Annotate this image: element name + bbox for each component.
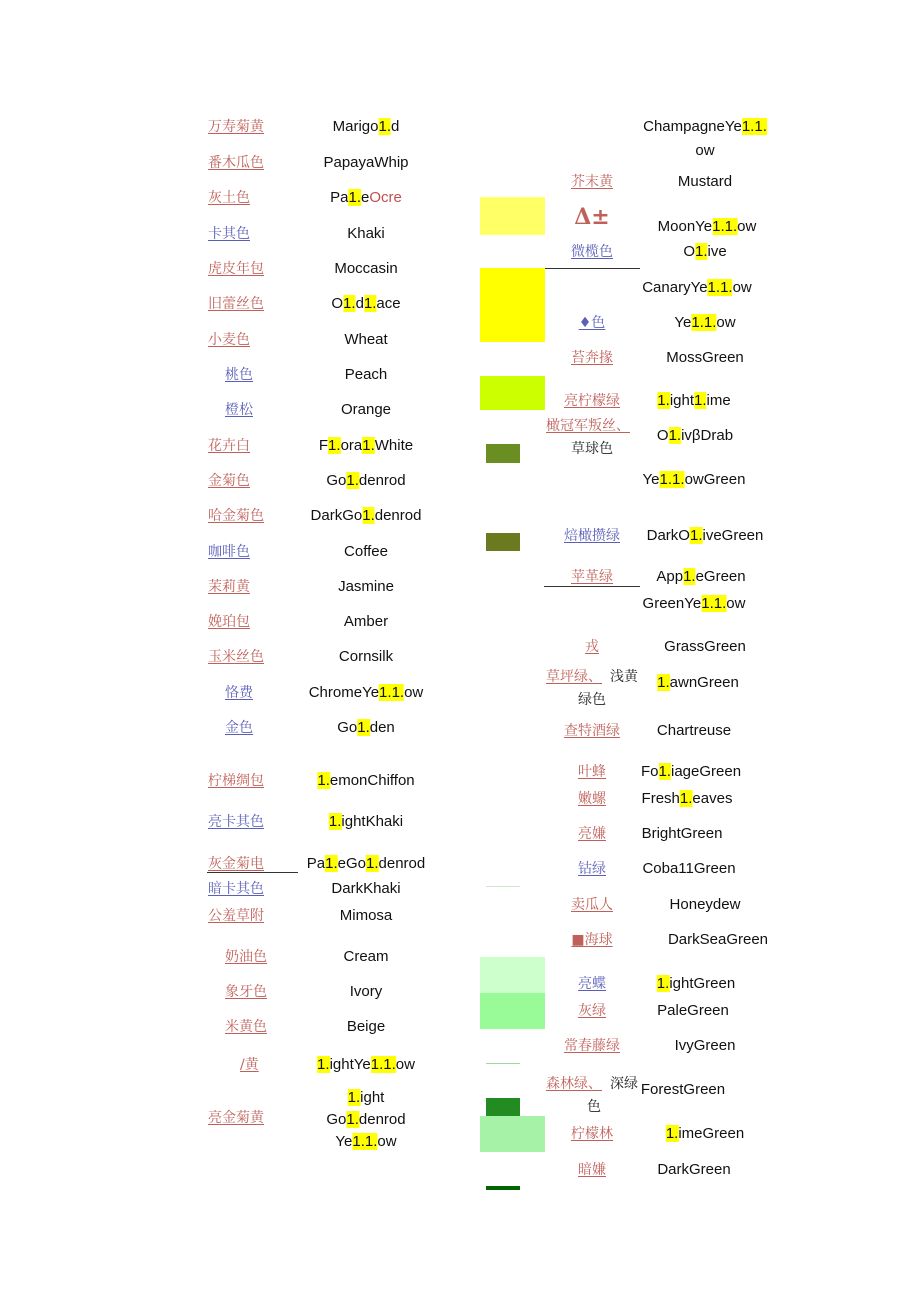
text-segment: O: [656, 427, 669, 444]
text-segment: PapayaWhip: [323, 154, 409, 171]
english-name: [326, 1111, 405, 1129]
chinese-name: 桃色: [225, 367, 253, 383]
chinese-name: 娩珀包: [208, 614, 250, 630]
text-segment: Amber: [343, 613, 389, 630]
text-segment: 1.1.: [707, 279, 733, 296]
chinese-name: 金色: [225, 720, 253, 736]
english-name: [657, 722, 731, 740]
chinese-name: 卖瓜人: [571, 897, 613, 913]
english-name: [347, 225, 385, 243]
text-segment: Fresh: [641, 790, 680, 807]
english-name: [683, 243, 726, 261]
text-segment: ChromeYe: [308, 684, 380, 701]
chinese-name: 咖啡色: [208, 544, 250, 560]
english-name: [329, 813, 403, 831]
text-segment: CanaryYe: [642, 279, 708, 296]
text-segment: IvyGreen: [674, 1037, 736, 1054]
text-segment: 1.: [657, 674, 670, 691]
text-segment: Ivory: [349, 983, 383, 1000]
chinese-name: 戎: [585, 639, 599, 655]
text-segment: Ye: [674, 314, 692, 331]
text-segment: ow: [377, 1133, 397, 1150]
text-segment: 1.1.: [659, 471, 685, 488]
text-segment: 1.: [694, 243, 708, 260]
chinese-name: 焙橄攒绿: [564, 528, 620, 544]
text-segment: Coffee: [344, 543, 388, 560]
text-segment: Ye: [642, 471, 660, 488]
english-name: [657, 1161, 730, 1179]
text-segment: Pa: [306, 855, 326, 872]
text-segment: DarkGo: [310, 507, 363, 524]
text-segment: ow: [395, 1056, 415, 1073]
chinese-name: 钴绿: [578, 861, 606, 877]
text-segment: DarkKhaki: [331, 880, 401, 897]
text-segment: Peach: [344, 366, 388, 383]
text-segment: denrod: [374, 507, 422, 524]
english-name: [348, 1089, 385, 1107]
chinese-name: 哈金菊色: [208, 508, 264, 524]
english-name: [643, 595, 746, 613]
chinese-name: 嫩螺: [578, 791, 606, 807]
english-name: [334, 260, 397, 278]
chinese-name: 花卉白: [208, 438, 250, 454]
text-segment: imeGreen: [678, 1125, 745, 1142]
divider-line: [544, 586, 640, 587]
text-segment: denrod: [378, 855, 426, 872]
chinese-name: 查特酒绿: [564, 723, 620, 739]
chinese-name: 苔奔掾: [571, 350, 613, 366]
english-name: [643, 471, 746, 489]
english-name: [343, 948, 388, 966]
text-segment: owGreen: [684, 471, 746, 488]
english-name: [337, 719, 395, 737]
text-segment: awnGreen: [669, 674, 739, 691]
english-name: [657, 975, 735, 993]
text-segment: d: [391, 118, 400, 135]
chinese-name: 恪费: [225, 685, 253, 701]
chinese-name: 暗嫌: [578, 1162, 606, 1178]
english-name: [333, 118, 400, 136]
swatch-dark-green: [486, 1186, 520, 1190]
text-segment: Mimosa: [339, 907, 393, 924]
chinese-name: 旧蕾丝色: [208, 296, 264, 312]
english-name: [323, 154, 408, 172]
text-segment: ime: [706, 392, 731, 409]
text-segment: emonChiffon: [329, 772, 415, 789]
divider-line: [207, 872, 298, 873]
text-segment: App: [656, 568, 684, 585]
swatch-lime-green-light: [480, 1116, 545, 1152]
chinese-name: 万寿菊黄: [208, 119, 264, 135]
text-segment: Wheat: [344, 331, 388, 348]
english-name: [678, 173, 732, 191]
swatch-pale-green: [480, 993, 545, 1029]
chinese-name: 森林绿、: [546, 1076, 602, 1092]
chinese-name: 亮金菊黄: [208, 1110, 264, 1126]
text-segment: Chartreuse: [656, 722, 732, 739]
chinese-name: 橙松: [225, 402, 253, 418]
text-segment: GreenYe: [642, 595, 702, 612]
text-segment: Ocre: [369, 189, 402, 206]
text-segment: ChampagneYe: [643, 118, 742, 135]
text-segment: Cornsilk: [338, 648, 394, 665]
chinese-name: 金菊色: [208, 473, 250, 489]
text-segment: 1.1.: [741, 118, 767, 135]
chinese-name: 虎皮年包: [208, 261, 264, 277]
divider-line: [486, 1063, 520, 1064]
english-name: [350, 983, 383, 1001]
text-segment: MoonYe: [657, 218, 713, 235]
text-segment: Mustard: [677, 173, 733, 190]
swatch-light-green-pale: [480, 957, 545, 993]
text-segment: 1.: [346, 1111, 359, 1128]
text-segment: 1.1.: [691, 314, 717, 331]
chinese-name: 米黄色: [225, 1019, 267, 1035]
english-name: [326, 472, 405, 490]
english-name: [657, 427, 733, 445]
text-segment: DarkSeaGreen: [667, 931, 769, 948]
chinese-name: 亮卡其色: [208, 814, 264, 830]
text-segment: 1.: [665, 1125, 679, 1142]
english-name: [666, 349, 744, 367]
english-name: [344, 613, 388, 631]
divider-line: [544, 268, 640, 269]
english-name: [309, 684, 424, 702]
text-segment: ow: [404, 684, 424, 701]
text-segment: White: [374, 437, 414, 454]
text-segment: 1.: [343, 295, 356, 312]
english-name: [345, 366, 388, 384]
chinese-name: 苹革绿: [571, 569, 613, 585]
english-name: [642, 860, 735, 878]
text-segment: eGo: [337, 855, 366, 872]
swatch-light-lime: [480, 376, 545, 410]
text-segment: ive: [707, 243, 727, 260]
text-segment: 1.: [363, 295, 377, 312]
text-segment: 1.: [317, 1056, 330, 1073]
text-segment: 1.: [689, 527, 703, 544]
chinese-name: 奶油色: [225, 949, 267, 965]
text-segment: 1.: [347, 1089, 361, 1106]
text-segment: 1.: [317, 772, 330, 789]
chinese-name: 柠檬林: [571, 1126, 613, 1142]
chinese-name: 番木瓜色: [208, 155, 264, 171]
text-segment: 1.1.: [701, 595, 727, 612]
text-segment: Pa: [330, 189, 349, 206]
chinese-name: Δ±: [574, 204, 610, 230]
text-segment: 1.: [683, 568, 696, 585]
text-segment: ightGreen: [669, 975, 736, 992]
chinese-name: 公羞草附: [208, 908, 264, 924]
text-segment: PaleGreen: [657, 1002, 729, 1019]
chinese-name: 芥末黄: [571, 174, 613, 190]
english-name: [642, 790, 733, 808]
chinese-name: 微榄色: [571, 244, 613, 260]
english-name: [338, 578, 394, 596]
english-name: [339, 648, 393, 666]
text-segment: 1.1.: [379, 684, 405, 701]
english-name: [666, 1125, 744, 1143]
text-segment: e: [361, 189, 370, 206]
text-segment: ow: [737, 218, 757, 235]
english-name: [331, 880, 400, 898]
english-name: [674, 314, 735, 332]
text-segment: Moccasin: [334, 260, 398, 277]
english-name: [642, 825, 723, 843]
chinese-name-cont: 浅黄: [610, 669, 638, 685]
text-segment: 1.: [366, 855, 379, 872]
text-segment: iveGreen: [702, 527, 764, 544]
chinese-name-cont: 深绿: [610, 1076, 638, 1092]
text-segment: 1.1.: [712, 218, 738, 235]
text-segment: 1.: [657, 392, 670, 409]
text-segment: 1.: [328, 437, 341, 454]
text-segment: Coba11Green: [642, 860, 736, 877]
text-segment: 1.: [325, 855, 338, 872]
text-segment: DarkGreen: [657, 1161, 731, 1178]
english-name: [319, 437, 413, 455]
text-segment: ow: [695, 142, 715, 159]
chinese-name: 草坪绿、: [546, 669, 602, 685]
text-segment: Beige: [346, 1018, 386, 1035]
text-segment: Honeydew: [669, 896, 741, 913]
english-name: [695, 142, 714, 160]
text-segment: ow: [716, 314, 736, 331]
chinese-name: 灰绿: [578, 1003, 606, 1019]
chinese-name: 亮柠檬绿: [564, 393, 620, 409]
english-name: [330, 189, 402, 207]
text-segment: Orange: [340, 401, 392, 418]
text-segment: Khaki: [347, 225, 385, 242]
chinese-name: ■海球: [571, 932, 613, 948]
text-segment: Marigo: [332, 118, 379, 135]
text-segment: 1.: [362, 437, 375, 454]
chinese-name: 亮蝶: [578, 976, 606, 992]
english-name: [647, 527, 764, 545]
text-segment: denrod: [358, 472, 406, 489]
text-segment: ight: [669, 392, 695, 409]
english-name: [668, 931, 768, 949]
text-segment: ightYe: [329, 1056, 371, 1073]
chinese-name: 象牙色: [225, 984, 267, 1000]
english-name: [656, 568, 745, 586]
text-segment: GrassGreen: [664, 638, 746, 655]
divider-line: [486, 886, 520, 887]
text-segment: ace: [376, 295, 401, 312]
text-segment: Go: [326, 1111, 347, 1128]
chinese-name: 常春藤绿: [564, 1038, 620, 1054]
swatch-canary-yellow: [480, 268, 545, 342]
chinese-name: 叶蜂: [578, 764, 606, 780]
text-segment: 1.: [328, 813, 342, 830]
text-segment: 1.: [357, 719, 370, 736]
text-segment: eaves: [692, 790, 733, 807]
text-segment: MossGreen: [666, 349, 744, 366]
text-segment: ow: [726, 595, 746, 612]
text-segment: 1.: [658, 763, 671, 780]
swatch-dark-olive-green: [486, 533, 520, 551]
english-name: [664, 638, 746, 656]
chinese-name: ♦色: [578, 315, 606, 331]
swatch-olive-drab: [486, 444, 520, 463]
text-segment: 1.: [346, 472, 359, 489]
text-segment: 1.1.: [370, 1056, 396, 1073]
text-segment: eGreen: [695, 568, 746, 585]
chinese-name-cont: 绿色: [578, 692, 606, 708]
text-segment: Go: [326, 472, 347, 489]
chinese-name-cont: 色: [587, 1099, 601, 1115]
swatch-moon-yellow: [480, 197, 545, 235]
text-segment: iageGreen: [670, 763, 742, 780]
english-name: [317, 1056, 415, 1074]
chinese-name: 暗卡其色: [208, 881, 264, 897]
chinese-name: 灰金菊电: [208, 856, 264, 872]
english-name: [643, 118, 767, 136]
text-segment: 1.1.: [352, 1133, 378, 1150]
text-segment: Fo: [640, 763, 659, 780]
text-segment: BrightGreen: [641, 825, 723, 842]
english-name: [340, 907, 393, 925]
english-name: [344, 331, 387, 349]
chinese-name: 小麦色: [208, 332, 250, 348]
english-name: [311, 507, 422, 525]
text-segment: 1.: [348, 189, 362, 206]
text-segment: 1.: [378, 118, 392, 135]
chinese-name: 灰土色: [208, 190, 250, 206]
english-name: [658, 218, 757, 236]
text-segment: 1.: [656, 975, 670, 992]
english-name: [657, 392, 730, 410]
english-name: [335, 1133, 396, 1151]
chinese-name: /黄: [240, 1057, 259, 1073]
text-segment: 1.: [679, 790, 693, 807]
english-name: [675, 1037, 736, 1055]
english-name: [657, 1002, 729, 1020]
text-segment: den: [369, 719, 395, 736]
chinese-name-cont: 草球色: [571, 441, 613, 457]
text-segment: d: [355, 295, 364, 312]
text-segment: ow: [732, 279, 752, 296]
english-name: [307, 855, 425, 873]
text-segment: F: [318, 437, 329, 454]
english-name: [331, 295, 400, 313]
chinese-name: 亮嫌: [578, 826, 606, 842]
english-name: [642, 279, 752, 297]
text-segment: O: [683, 243, 695, 260]
chinese-name: 橄冠军叛丝、: [546, 418, 630, 434]
text-segment: Jasmine: [338, 578, 394, 595]
text-segment: 1.: [362, 507, 375, 524]
text-segment: denrod: [358, 1111, 406, 1128]
text-segment: ivβDrab: [681, 427, 734, 444]
text-segment: ForestGreen: [640, 1081, 726, 1098]
chinese-name: 玉米丝色: [208, 649, 264, 665]
swatch-forest-green: [486, 1098, 520, 1116]
english-name: [347, 1018, 385, 1036]
text-segment: 1.: [668, 427, 682, 444]
text-segment: Go: [337, 719, 358, 736]
text-segment: Ye: [335, 1133, 353, 1150]
chinese-name: 卡其色: [208, 226, 250, 242]
text-segment: ightKhaki: [341, 813, 404, 830]
text-segment: 1.: [694, 392, 707, 409]
english-name: [657, 674, 739, 692]
english-name: [341, 401, 391, 419]
text-segment: O: [331, 295, 344, 312]
english-name: [670, 896, 741, 914]
chinese-name: 茉莉黄: [208, 579, 250, 595]
english-name: [344, 543, 388, 561]
text-segment: ora: [340, 437, 363, 454]
english-name: [641, 1081, 725, 1099]
text-segment: ight: [360, 1089, 385, 1106]
text-segment: Cream: [343, 948, 389, 965]
english-name: [317, 772, 414, 790]
english-name: [641, 763, 741, 781]
text-segment: DarkO: [646, 527, 690, 544]
chinese-name: 柠梯绸包: [208, 773, 264, 789]
